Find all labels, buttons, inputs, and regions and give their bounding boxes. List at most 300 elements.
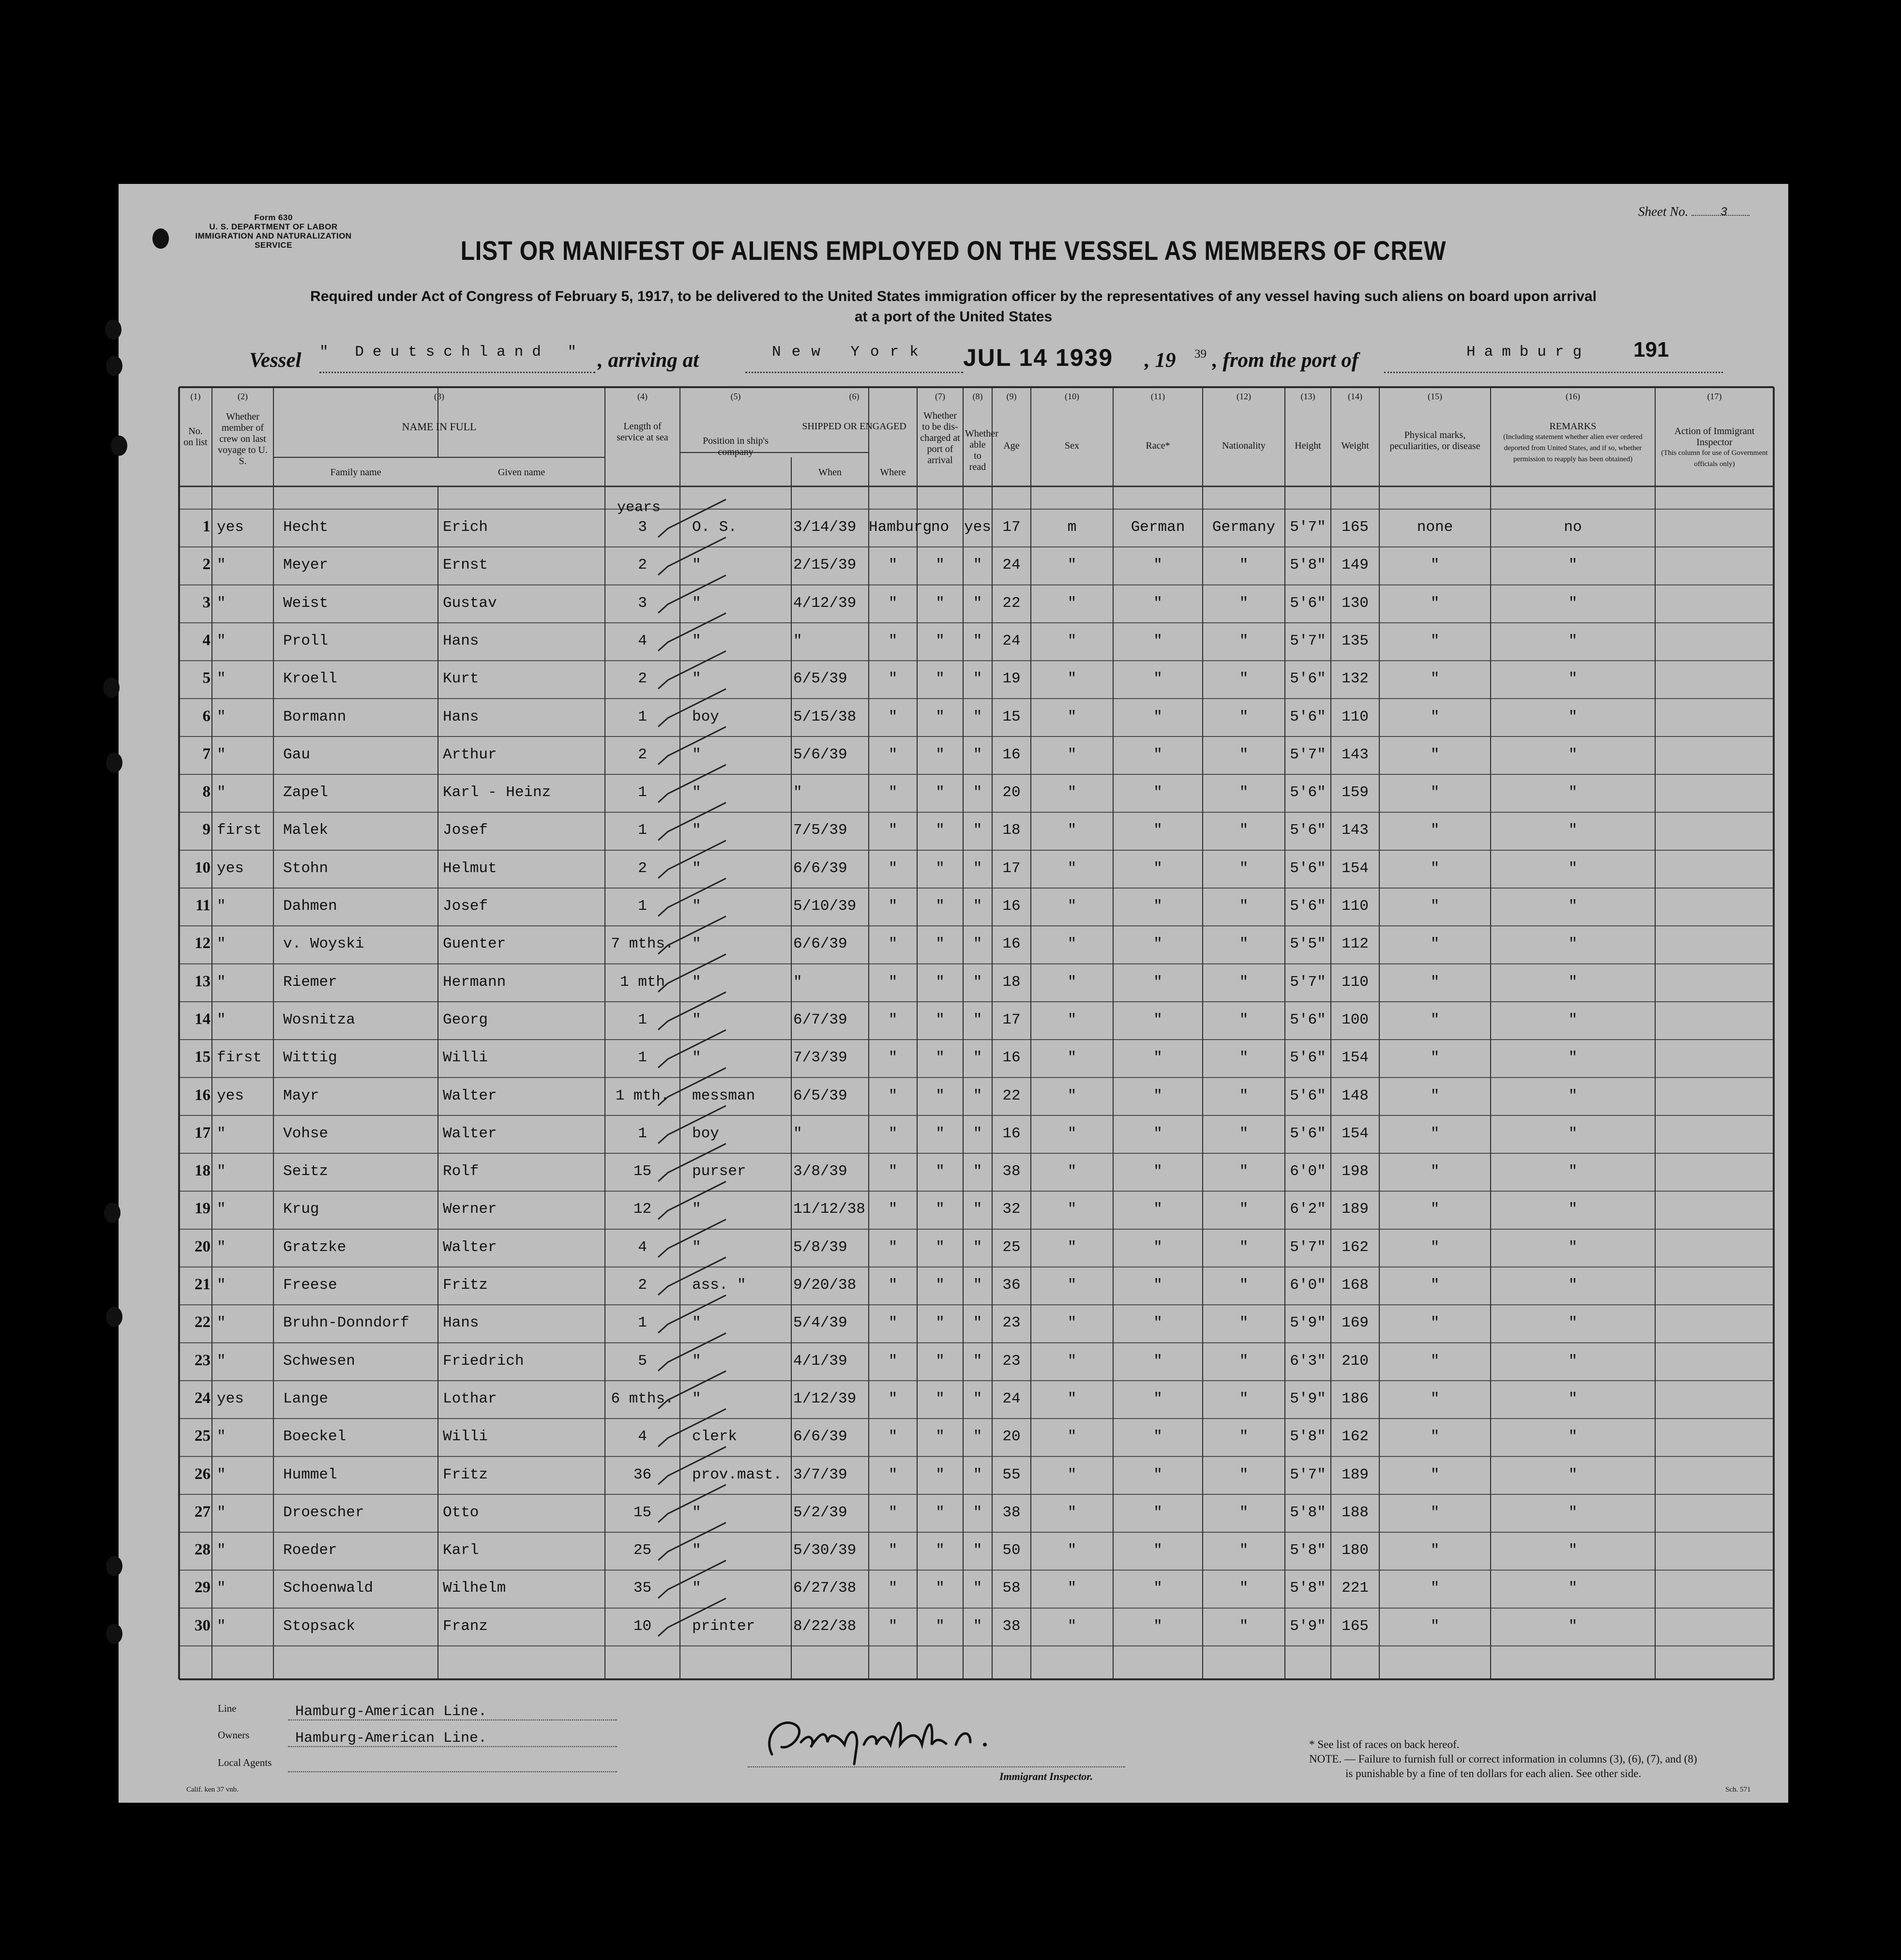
cell-height: 5'6" [1290,670,1326,688]
col-sex: Sex [1065,440,1079,451]
cell-nationality: " [1239,973,1249,991]
cell-sex: " [1067,1504,1077,1521]
immigrant-inspector-label: Immigrant Inspector. [999,1770,1093,1782]
cell-given-name: Georg [443,1011,488,1028]
cell-height: 5'7" [1290,519,1326,536]
cell-race: " [1153,557,1162,574]
cell-position: " [692,1390,701,1407]
cell-member: yes [217,1390,244,1407]
cell-race: " [1153,1163,1162,1180]
cell-able-read: " [973,1011,982,1028]
cell-discharged: " [935,859,945,877]
cell-age: 23 [1002,1314,1021,1332]
cell-nationality: " [1239,1125,1249,1142]
cell-nationality: " [1239,670,1249,688]
cell-family-name: Stohn [283,859,329,877]
cell-discharged: " [935,1087,945,1104]
cell-member: first [217,822,262,839]
cell-height: 6'3" [1290,1352,1326,1370]
cell-length: 7 mths. [611,935,674,953]
cell-when: 5/6/39 [793,746,847,763]
cell-row-number: 22 [195,1313,211,1331]
cell-age: 36 [1002,1277,1021,1294]
cell-able-read: " [973,935,982,953]
cell-position: " [692,784,701,801]
cell-when: 6/5/39 [793,670,847,688]
cell-physical-marks: " [1430,632,1440,649]
cell-sex: " [1067,1277,1077,1294]
cell-able-read: " [973,1466,982,1483]
cell-given-name: Helmut [443,859,497,877]
cell-family-name: Meyer [283,557,329,574]
cell-height: 5'7" [1290,973,1326,991]
cell-height: 5'8" [1290,1504,1326,1521]
cell-where: " [888,935,898,953]
cell-length: 1 [638,1125,647,1142]
cell-physical-marks: " [1430,1617,1440,1635]
cell-member: " [217,1504,226,1521]
cell-given-name: Gustav [443,594,497,612]
cell-where: " [888,1542,898,1559]
cell-position: " [692,557,701,574]
col-position: Position in ship's company [703,436,769,457]
cell-sex: " [1067,1314,1077,1332]
cell-physical-marks: " [1430,1352,1440,1370]
cell-where: " [888,1238,898,1256]
cell-height: 5'6" [1290,784,1326,801]
cell-sex: " [1067,670,1077,688]
cell-able-read: " [973,784,982,801]
cell-nationality: Germany [1212,519,1276,536]
cell-age: 24 [1002,557,1021,574]
column-number: (17) [1707,392,1722,401]
cell-member: " [217,1314,226,1332]
cell-able-read: " [973,594,982,612]
cell-age: 15 [1002,708,1021,725]
cell-sex: " [1067,594,1077,612]
cell-physical-marks: " [1430,670,1440,688]
cell-when: 6/7/39 [793,1011,847,1028]
cell-able-read: " [973,1163,982,1180]
cell-race: " [1153,1049,1162,1067]
service: IMMIGRATION AND NATURALIZATION SERVICE [195,231,352,250]
column-number: (1) [190,392,201,401]
cell-length: 1 [638,1049,647,1067]
cell-able-read: " [973,708,982,725]
cell-given-name: Guenter [443,935,506,953]
cell-when: 7/3/39 [793,1049,847,1067]
cell-nationality: " [1239,632,1249,649]
cell-physical-marks: " [1430,594,1440,612]
cell-when: 9/20/38 [793,1277,857,1294]
cell-remarks: " [1568,1542,1578,1559]
cell-race: " [1153,1314,1162,1332]
cell-weight: 165 [1342,1617,1369,1635]
column-number: (16) [1566,392,1580,401]
cell-remarks: " [1568,1428,1578,1446]
cell-sex: " [1067,1238,1077,1256]
cell-given-name: Hans [443,1314,479,1332]
column-number: (6) [849,392,860,401]
cell-position: " [692,746,701,763]
cell-physical-marks: " [1430,1011,1440,1028]
cell-remarks: " [1568,1163,1578,1180]
cell-position: boy [692,708,719,725]
cell-given-name: Hermann [443,973,506,991]
cell-sex: " [1067,632,1077,649]
cell-race: " [1153,1617,1162,1635]
cell-family-name: Gratzke [283,1238,347,1256]
col-where: Where [880,467,906,478]
cell-where: " [888,708,898,725]
cell-where: " [888,1011,898,1028]
cell-discharged: " [935,973,945,991]
cell-remarks: " [1568,1504,1578,1521]
department: U. S. DEPARTMENT OF LABOR [209,222,338,231]
cell-position: " [692,594,701,612]
cell-able-read: " [973,557,982,574]
race-note: * See list of races on back hereof. [1309,1738,1460,1750]
cell-weight: 135 [1342,632,1369,649]
cell-where: " [888,1390,898,1407]
cell-row-number: 30 [195,1616,211,1634]
cell-able-read: " [973,822,982,839]
cell-race: " [1153,822,1162,839]
cell-where: " [888,594,898,612]
cell-position: purser [692,1163,746,1180]
cell-when: 6/5/39 [793,1087,847,1104]
cell-remarks: " [1568,859,1578,877]
cell-member: " [217,935,226,953]
year-label: , 19 [1145,349,1176,372]
cell-sex: " [1067,1011,1077,1028]
years-label: years [617,499,661,516]
inspector-signature [743,1696,1082,1774]
cell-position: " [692,973,701,991]
cell-remarks: " [1568,935,1578,953]
cell-member: " [217,1011,226,1028]
cell-length: 2 [638,746,647,763]
cell-discharged: " [935,1049,945,1067]
cell-member: " [217,1617,226,1635]
col-shipped-engaged: SHIPPED OR ENGAGED [802,421,906,432]
cell-discharged: " [935,1201,945,1218]
cell-race: " [1153,1580,1162,1597]
cell-sex: " [1067,746,1077,763]
cell-family-name: Riemer [283,973,337,991]
cell-length: 25 [633,1542,652,1559]
cell-length: 12 [633,1201,652,1218]
cell-sex: " [1067,1466,1077,1483]
cell-given-name: Arthur [443,746,497,763]
cell-where: " [888,746,898,763]
cell-discharged: no [931,519,950,536]
cell-weight: 110 [1342,898,1369,915]
cell-sex: " [1067,1580,1077,1597]
cell-when: 11/12/38 [793,1201,865,1218]
cell-discharged: " [935,898,945,915]
cell-when: 6/6/39 [793,859,847,877]
cell-length: 3 [638,519,647,536]
cell-member: " [217,557,226,574]
fine-note-2: is punishable by a fine of ten dollars for each alien. See other side. [1345,1767,1642,1779]
cell-age: 17 [1002,859,1021,877]
cell-discharged: " [935,1011,945,1028]
cell-nationality: " [1239,1542,1249,1559]
cell-remarks: " [1568,1125,1578,1142]
cell-height: 5'8" [1290,1542,1326,1559]
cell-where: " [888,1049,898,1067]
cell-row-number: 10 [195,859,211,876]
cell-weight: 159 [1342,784,1369,801]
cell-sex: m [1067,519,1077,536]
cell-discharged: " [935,1314,945,1332]
cell-physical-marks: " [1430,1580,1440,1597]
cell-age: 20 [1002,1428,1021,1446]
cell-race: " [1153,1428,1162,1446]
cell-given-name: Franz [443,1617,488,1635]
from-port-label: , from the port of [1212,349,1359,372]
cell-race: " [1153,1238,1162,1256]
cell-race: " [1153,1466,1162,1483]
cell-discharged: " [935,746,945,763]
cell-when: 5/2/39 [793,1504,847,1521]
cell-weight: 180 [1342,1542,1369,1559]
cell-row-number: 16 [195,1086,211,1104]
cell-remarks: " [1568,1617,1578,1635]
cell-height: 6'2" [1290,1201,1326,1218]
cell-where: " [888,1087,898,1104]
cell-able-read: " [973,1580,982,1597]
cell-remarks: " [1568,1011,1578,1028]
cell-given-name: Kurt [443,670,479,688]
cell-when: 5/8/39 [793,1238,847,1256]
cell-race: German [1131,519,1185,536]
cell-member: first [217,1049,262,1067]
cell-when: 5/15/38 [793,708,857,725]
cell-physical-marks: " [1430,898,1440,915]
cell-row-number: 4 [202,631,211,649]
cell-where: " [888,557,898,574]
cell-nationality: " [1239,1314,1249,1332]
cell-discharged: " [935,784,945,801]
cell-family-name: Proll [283,632,329,649]
cell-age: 24 [1002,1390,1021,1407]
form-number: Form 630 [254,213,293,222]
column-number: (8) [972,392,983,401]
cell-able-read: yes [964,519,991,536]
cell-sex: " [1067,935,1077,953]
cell-when: 3/8/39 [793,1163,847,1180]
cell-family-name: Boeckel [283,1428,347,1446]
cell-position: " [692,1580,701,1597]
cell-physical-marks: " [1430,935,1440,953]
cell-family-name: Wittig [283,1049,337,1067]
column-number: (10) [1065,392,1079,401]
cell-nationality: " [1239,708,1249,725]
cell-family-name: Zapel [283,784,329,801]
cell-age: 24 [1002,632,1021,649]
cell-able-read: " [973,632,982,649]
cell-row-number: 6 [202,707,211,725]
cell-member: " [217,1163,226,1180]
cell-physical-marks: " [1430,1390,1440,1407]
cell-physical-marks: " [1430,1466,1440,1483]
cell-race: " [1153,670,1162,688]
cell-remarks: " [1568,1049,1578,1067]
cell-given-name: Willi [443,1428,488,1446]
cell-able-read: " [973,1542,982,1559]
cell-physical-marks: " [1430,1542,1440,1559]
cell-height: 5'5" [1290,935,1326,953]
cell-weight: 154 [1342,1125,1369,1142]
cell-age: 23 [1002,1352,1021,1370]
cell-sex: " [1067,1617,1077,1635]
cell-weight: 110 [1342,973,1369,991]
cell-length: 1 [638,822,647,839]
cell-remarks: " [1568,898,1578,915]
cell-row-number: 12 [195,935,211,952]
cell-where: " [888,1125,898,1142]
cell-sex: " [1067,1201,1077,1218]
cell-age: 50 [1002,1542,1021,1559]
cell-row-number: 24 [195,1389,211,1407]
cell-physical-marks: " [1430,784,1440,801]
cell-position: " [692,898,701,915]
cell-length: 6 mths. [611,1390,674,1407]
cell-member: yes [217,859,244,877]
column-number: (2) [238,392,248,401]
cell-able-read: " [973,1390,982,1407]
cell-remarks: " [1568,670,1578,688]
cell-when: 2/15/39 [793,557,857,574]
cell-nationality: " [1239,1617,1249,1635]
cell-nationality: " [1239,1011,1249,1028]
vessel-label: Vessel [249,349,302,372]
cell-physical-marks: none [1417,519,1453,536]
col-action-note: (This column for use of Government officials only) [1661,449,1768,468]
cell-position: printer [692,1617,755,1635]
cell-height: 6'0" [1290,1277,1326,1294]
cell-length: 15 [633,1504,652,1521]
cell-given-name: Friedrich [443,1352,524,1370]
cell-family-name: Weist [283,594,329,612]
cell-sex: " [1067,708,1077,725]
column-number: (9) [1006,392,1017,401]
cell-physical-marks: " [1430,1504,1440,1521]
cell-family-name: Freese [283,1277,337,1294]
cell-where: Hamburg [869,519,932,536]
cell-nationality: " [1239,784,1249,801]
cell-able-read: " [973,1277,982,1294]
cell-member: yes [217,1087,244,1104]
cell-age: 38 [1002,1504,1021,1521]
cell-when: 5/10/39 [793,898,857,915]
cell-given-name: Walter [443,1087,497,1104]
stamp-number: 191 [1633,338,1669,362]
cell-weight: 210 [1342,1352,1369,1370]
cell-row-number: 20 [195,1237,211,1255]
cell-given-name: Walter [443,1238,497,1256]
cell-discharged: " [935,557,945,574]
cell-remarks: " [1568,784,1578,801]
cell-weight: 189 [1342,1466,1369,1483]
cell-remarks: " [1568,1277,1578,1294]
year-value: 39 [1194,347,1207,361]
cell-position: prov.mast. [692,1466,783,1483]
cell-row-number: 19 [195,1200,211,1218]
cell-able-read: " [973,1049,982,1067]
fine-note: NOTE. — Failure to furnish full or correct information in columns (3), (6), (7), and (8) [1309,1753,1697,1765]
cell-race: " [1153,594,1162,612]
cell-row-number: 21 [195,1276,211,1293]
cell-member: " [217,898,226,915]
col-discharged: Whether to be dis-charged at port of arrival [920,410,960,466]
cell-height: 5'6" [1290,594,1326,612]
local-agents-label: Local Agents [218,1757,272,1768]
cell-physical-marks: " [1430,1314,1440,1332]
cell-given-name: Erich [443,519,488,536]
cell-able-read: " [973,1125,982,1142]
cell-age: 18 [1002,822,1021,839]
cell-weight: 198 [1342,1163,1369,1180]
cell-discharged: " [935,1125,945,1142]
cell-position: " [692,859,701,877]
cell-family-name: Hummel [283,1466,337,1483]
cell-physical-marks: " [1430,859,1440,877]
cell-length: 4 [638,1428,647,1446]
cell-length: 10 [633,1617,652,1635]
cell-age: 16 [1002,898,1021,915]
cell-weight: 100 [1342,1011,1369,1028]
cell-weight: 189 [1342,1201,1369,1218]
cell-race: " [1153,1087,1162,1104]
cell-given-name: Wilhelm [443,1580,506,1597]
subtitle-line-1: Required under Act of Congress of February 5, 1917, to be delivered to the United States immigration officer by the representatives of any vessel having such aliens on board upon arrival [310,288,1597,304]
cell-able-read: " [973,1201,982,1218]
cell-given-name: Karl [443,1542,479,1559]
cell-when: 5/4/39 [793,1314,847,1332]
cell-physical-marks: " [1430,1163,1440,1180]
cell-nationality: " [1239,594,1249,612]
cell-where: " [888,632,898,649]
cell-length: 1 [638,784,647,801]
cell-height: 5'8" [1290,557,1326,574]
col-remarks-note: (Including statement whether alien ever ordered deported from United States, and if so, whether permission to reapply has been obtained) [1503,433,1643,463]
cell-remarks: " [1568,1201,1578,1218]
cell-remarks: " [1568,1390,1578,1407]
cell-when: " [793,1125,802,1142]
cell-weight: 168 [1342,1277,1369,1294]
cell-height: 5'7" [1290,1466,1326,1483]
cell-length: 1 [638,898,647,915]
cell-where: " [888,898,898,915]
cell-remarks: " [1568,973,1578,991]
cell-sex: " [1067,784,1077,801]
cell-family-name: Krug [283,1201,319,1218]
cell-row-number: 14 [195,1010,211,1028]
cell-age: 58 [1002,1580,1021,1597]
col-length-service: Length of service at sea [617,421,668,443]
col-no-on-list: No. on list [183,426,208,448]
cell-member: " [217,1428,226,1446]
cell-length: 2 [638,670,647,688]
cell-nationality: " [1239,1277,1249,1294]
cell-weight: 112 [1342,935,1369,953]
cell-height: 5'6" [1290,898,1326,915]
print-code-left: Calif. ken 37 vnb. [186,1786,239,1794]
cell-race: " [1153,1542,1162,1559]
